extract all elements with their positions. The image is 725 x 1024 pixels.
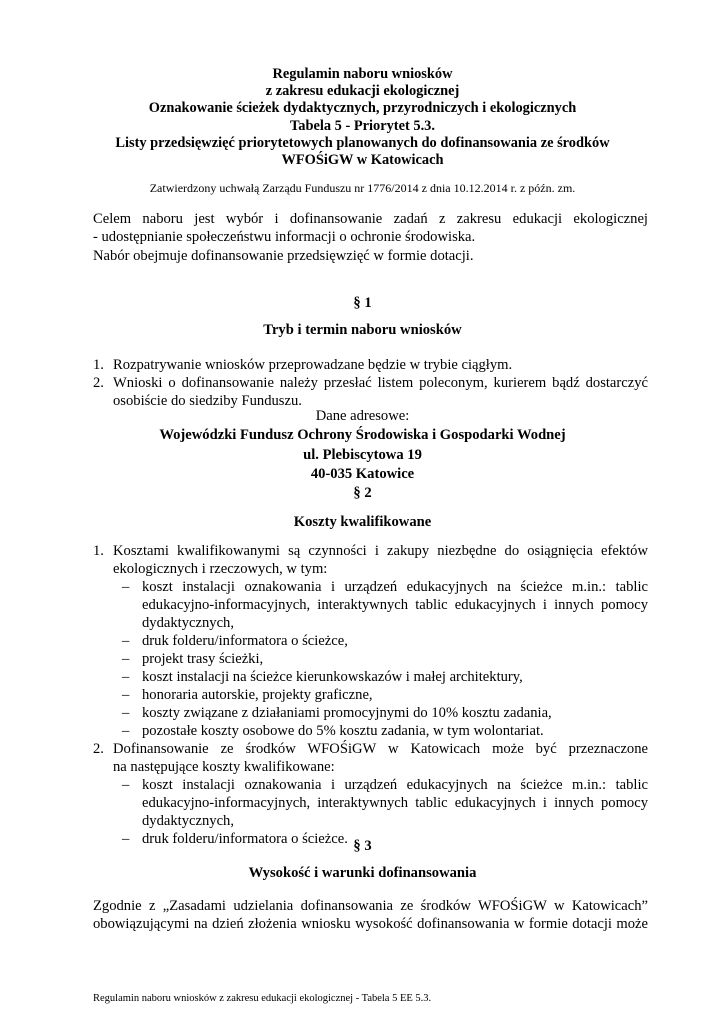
bullet-item [113,578,648,632]
section-1-symbol: § 1 [353,295,372,311]
intro-line: Nabór obejmuje dofinansowanie przedsięwzięć w formie dotacji. [93,247,474,264]
section-2-symbol: § 2 [353,485,372,501]
bullet-text: druk folderu/informatora o ścieżce, [142,633,348,649]
bullet-item [113,650,648,668]
bullet-item [113,722,648,740]
bullet-text: edukacyjno-informacyjnych, interaktywnych tablic edukacyjnych i innych pomocy [142,795,648,811]
list-text: osobiście do siedziby Funduszu. [113,393,302,409]
dash-bullet: – [122,687,130,703]
bullet-text: koszty związane z działaniami promocyjnymi do 10% kosztu zadania, [142,705,552,721]
approval-note: Zatwierdzony uchwałą Zarządu Funduszu nr 1776/2014 z dnia 10.12.2014 r. z późn. zm. [149,181,576,195]
bullet-text: dydaktycznych, [142,615,234,631]
section-3-symbol: § 3 [353,838,372,854]
bullet-text: koszt instalacji oznakowania i urządzeń edukacyjnych na ścieżce m.in.: tablic [142,777,648,793]
header-subtitle: z zakresu edukacji ekologicznej [265,83,460,100]
page-footer: Regulamin naboru wniosków z zakresu edukacji ekologicznej - Tabela 5 EE 5.3. [93,993,432,1004]
dash-bullet: – [122,633,130,649]
section-1-title: Tryb i termin naboru wniosków [263,322,462,338]
list-number: 1. [93,543,104,559]
bullet-item [113,686,648,704]
dash-bullet: – [122,705,130,721]
list-text: Dofinansowanie ze środków WFOŚiGW w Katowicach może być przeznaczone [113,741,648,757]
address-label: Dane adresowe: [315,408,410,424]
list-text: Kosztami kwalifikowanymi są czynności i zakupy niezbędne do osiągnięcia efektów [113,543,648,559]
bullet-text: projekt trasy ścieżki, [142,651,264,667]
section-3-paragraph [93,897,648,934]
header-table: Tabela 5 - Priorytet 5.3. [290,117,435,134]
list-text: Wnioski o dofinansowanie należy przesłać listem poleconym, kurierem bądź dostarczyć [113,375,648,391]
address-street: ul. Plebiscytowa 19 [303,447,422,463]
list-number: 2. [93,741,104,757]
dash-bullet: – [122,651,130,667]
bullet-text: honoraria autorskie, projekty graficzne, [142,687,373,703]
list-text: Rozpatrywanie wniosków przeprowadzane będzie w trybie ciągłym. [113,357,513,373]
header-lists: Listy przedsięwzięć priorytetowych planowanych do dofinansowania ze środków [115,134,610,151]
list-item [93,356,648,374]
intro-line: Celem naboru jest wybór i dofinansowanie zadań z zakresu edukacji ekologicznej [93,211,648,227]
header-title: Regulamin naboru wniosków [272,66,453,82]
bullet-item [113,704,648,722]
list-item [93,740,648,848]
dash-bullet: – [122,579,130,595]
list-number: 1. [93,357,104,373]
section-2-list [93,542,648,848]
document-header [60,66,665,169]
bullet-text: koszt instalacji na ścieżce kierunkowskazów i małej architektury, [142,669,523,685]
paragraph-line: Zgodnie z „Zasadami udzielania dofinansowania ze środków WFOŚiGW w Katowicach” [93,898,648,914]
list-text: na następujące koszty kwalifikowane: [113,759,335,775]
dash-bullet: – [122,669,130,685]
bullet-item [113,668,648,686]
header-topic: Oznakowanie ścieżek dydaktycznych, przyrodniczych i ekologicznych [148,100,577,117]
section-3-title: Wysokość i warunki dofinansowania [248,865,477,881]
header-fund: WFOŚiGW w Katowicach [281,152,444,169]
intro-paragraph [93,210,648,265]
intro-line: - udostępnianie społeczeństwu informacji o ochronie środowiska. [93,229,476,246]
dash-bullet: – [122,777,130,793]
address-city: 40-035 Katowice [310,466,415,482]
list-text: ekologicznych i rzeczowych, w tym: [113,561,328,577]
bullet-text: dydaktycznych, [142,813,234,829]
dash-bullet: – [122,723,130,739]
dash-bullet: – [122,831,130,847]
section-1-list [93,356,648,410]
list-item [93,374,648,410]
bullet-item [113,776,648,830]
bullet-item [113,632,648,650]
list-number: 2. [93,375,104,391]
section-2-title: Koszty kwalifikowane [293,514,432,530]
paragraph-line: obowiązującymi na dzień złożenia wniosku wysokość dofinansowania w formie dotacji może [93,916,648,933]
bullet-text: pozostałe koszty osobowe do 5% kosztu zadania, w tym wolontariat. [142,723,544,739]
bullet-text: druk folderu/informatora o ścieżce. [142,831,348,847]
bullet-text: edukacyjno-informacyjnych, interaktywnych tablic edukacyjnych i innych pomocy [142,597,648,613]
list-item [93,542,648,740]
bullet-text: koszt instalacji oznakowania i urządzeń edukacyjnych na ścieżce m.in.: tablic [142,579,648,595]
address-name: Wojewódzki Fundusz Ochrony Środowiska i Gospodarki Wodnej [159,427,566,443]
